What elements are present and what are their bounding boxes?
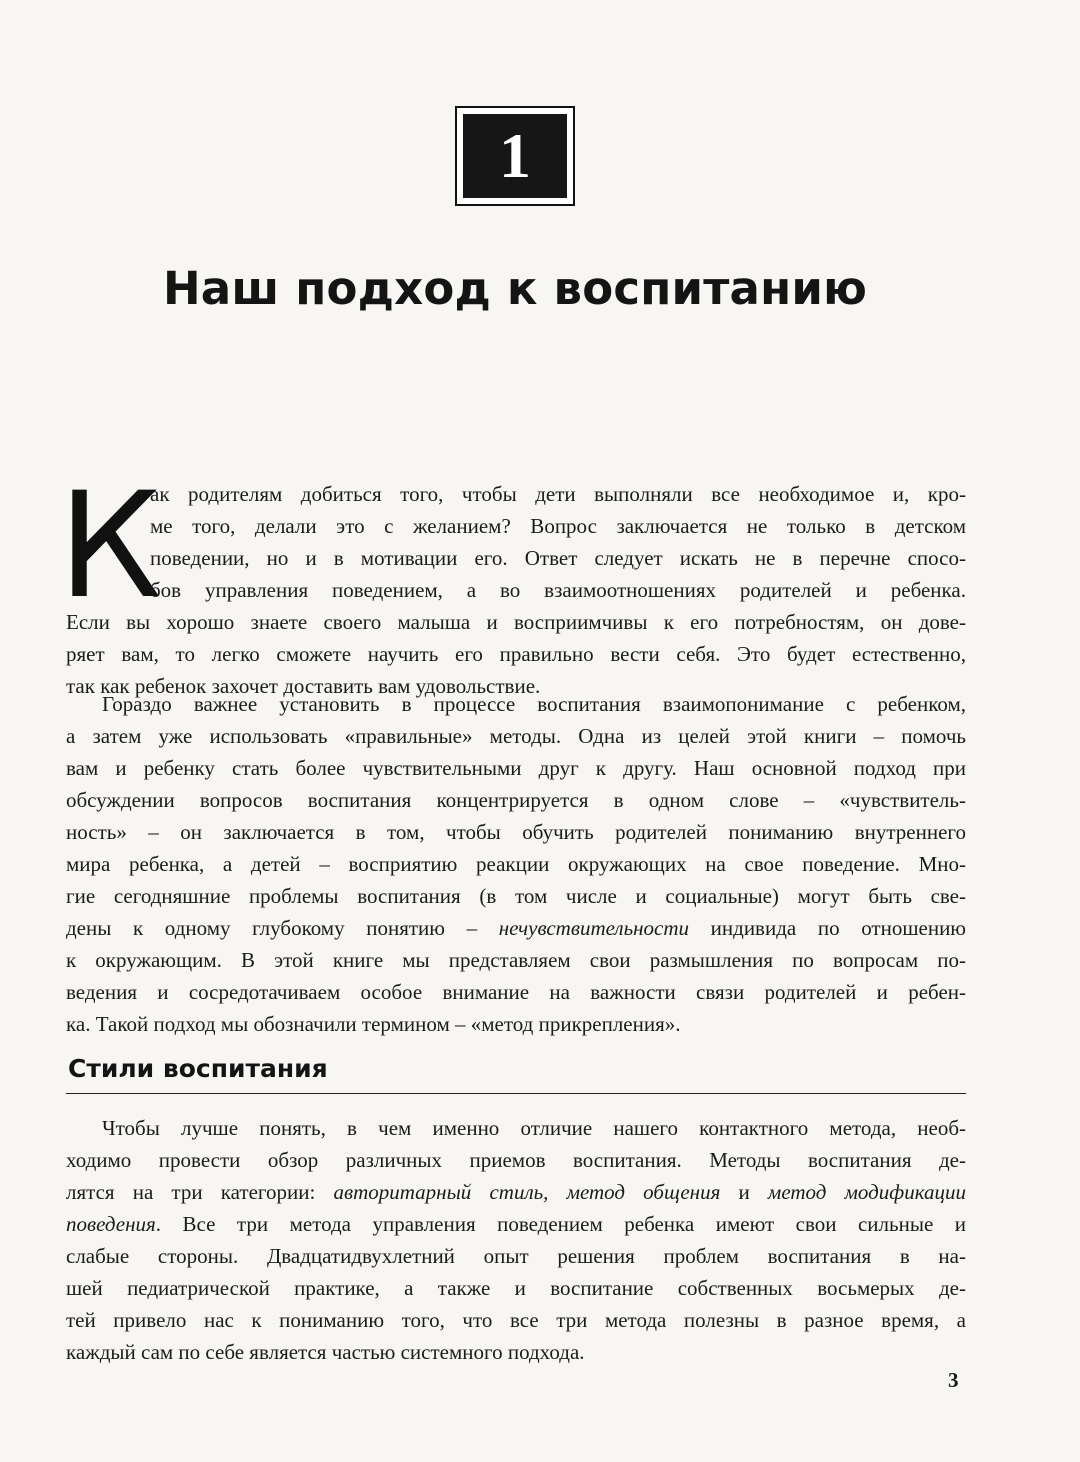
emphasis-text: метод модификации xyxy=(767,1180,966,1204)
page-number: 3 xyxy=(948,1368,959,1392)
chapter-number-badge xyxy=(455,106,575,206)
text-line: ка. Такой подход мы обозначили термином – «метод прикрепления». xyxy=(66,1012,681,1036)
text-line: ность» – он заключается в том, чтобы обучить родителей пониманию внутреннего xyxy=(66,820,966,844)
text-line: тей привело нас к пониманию того, что все три метода полезны в разное время, а xyxy=(66,1308,966,1332)
text-line: так как ребенок захочет доставить вам удовольствие. xyxy=(66,674,541,698)
intro-paragraph xyxy=(66,478,966,702)
text-line: поведении, но и в мотивации его. Ответ следует искать не в перечне спосо- xyxy=(150,546,966,570)
text-line: Чтобы лучше понять, в чем именно отличие нашего контактного метода, необ- xyxy=(102,1116,966,1140)
text-line: ходимо провести обзор различных приемов воспитания. Методы воспитания де- xyxy=(66,1148,966,1172)
text-line: ряет вам, то легко сможете научить его правильно вести себя. Это будет естественно, xyxy=(66,642,966,666)
text-line: ак родителям добиться того, чтобы дети выполняли все необходимое и, кро- xyxy=(150,482,966,506)
text-line-with-emphasis xyxy=(66,1208,966,1240)
paragraph-2 xyxy=(66,688,966,1040)
text-line: шей педиатрической практике, а также и воспитание собственных восьмерых де- xyxy=(66,1276,966,1300)
text-run: дены к одному глубокому понятию – xyxy=(66,916,499,940)
text-line: к окружающим. В этой книге мы представляем свои размышления по вопросам по- xyxy=(66,948,966,972)
drop-cap: К xyxy=(58,461,162,631)
text-line: бов управления поведением, а во взаимоотношениях родителей и ребенка. xyxy=(150,578,966,602)
text-line: вам и ребенку стать более чувствительными друг к другу. Наш основной подход при xyxy=(66,756,966,780)
section-paragraph xyxy=(66,1112,966,1368)
text-line: а затем уже использовать «правильные» методы. Одна из целей этой книги – помочь xyxy=(66,724,966,748)
text-line: ведения и сосредотачиваем особое внимание на важности связи родителей и ребен- xyxy=(66,980,966,1004)
text-line-with-emphasis xyxy=(66,1176,966,1208)
emphasis-text: поведения xyxy=(66,1212,156,1236)
emphasis-text: нечувствительности xyxy=(498,916,690,940)
chapter-number: 1 xyxy=(499,120,531,191)
text-run: . Все три метода управления поведением ребенка имеют свои сильные и xyxy=(155,1212,966,1236)
chapter-number-box xyxy=(463,114,567,198)
text-line: Если вы хорошо знаете своего малыша и восприимчивы к его потребностям, он дове- xyxy=(66,610,966,634)
chapter-title: Наш подход к воспитанию xyxy=(162,262,868,315)
section-divider xyxy=(66,1093,966,1094)
emphasis-text: авторитарный стиль, метод общения xyxy=(333,1180,721,1204)
text-line-with-emphasis xyxy=(66,912,966,944)
text-line: обсуждении вопросов воспитания концентрируется в одном слове – «чувствитель- xyxy=(66,788,966,812)
text-line: гие сегодняшние проблемы воспитания (в том числе и социальные) могут быть све- xyxy=(66,884,966,908)
text-line: слабые стороны. Двадцатидвухлетний опыт решения проблем воспитания в на- xyxy=(66,1244,966,1268)
text-run: индивида по отношению xyxy=(689,916,966,940)
section-heading: Стили воспитания xyxy=(68,1054,328,1083)
text-run: лятся на три категории: xyxy=(66,1180,334,1204)
text-line: ме того, делали это с желанием? Вопрос заключается не только в детском xyxy=(150,514,966,538)
text-line: Гораздо важнее установить в процессе воспитания взаимопонимание с ребенком, xyxy=(102,692,966,716)
text-line: каждый сам по себе является частью системного подхода. xyxy=(66,1340,585,1364)
text-line: мира ребенка, а детей – восприятию реакции окружающих на свое поведение. Мно- xyxy=(66,852,966,876)
text-run: и xyxy=(720,1180,768,1204)
